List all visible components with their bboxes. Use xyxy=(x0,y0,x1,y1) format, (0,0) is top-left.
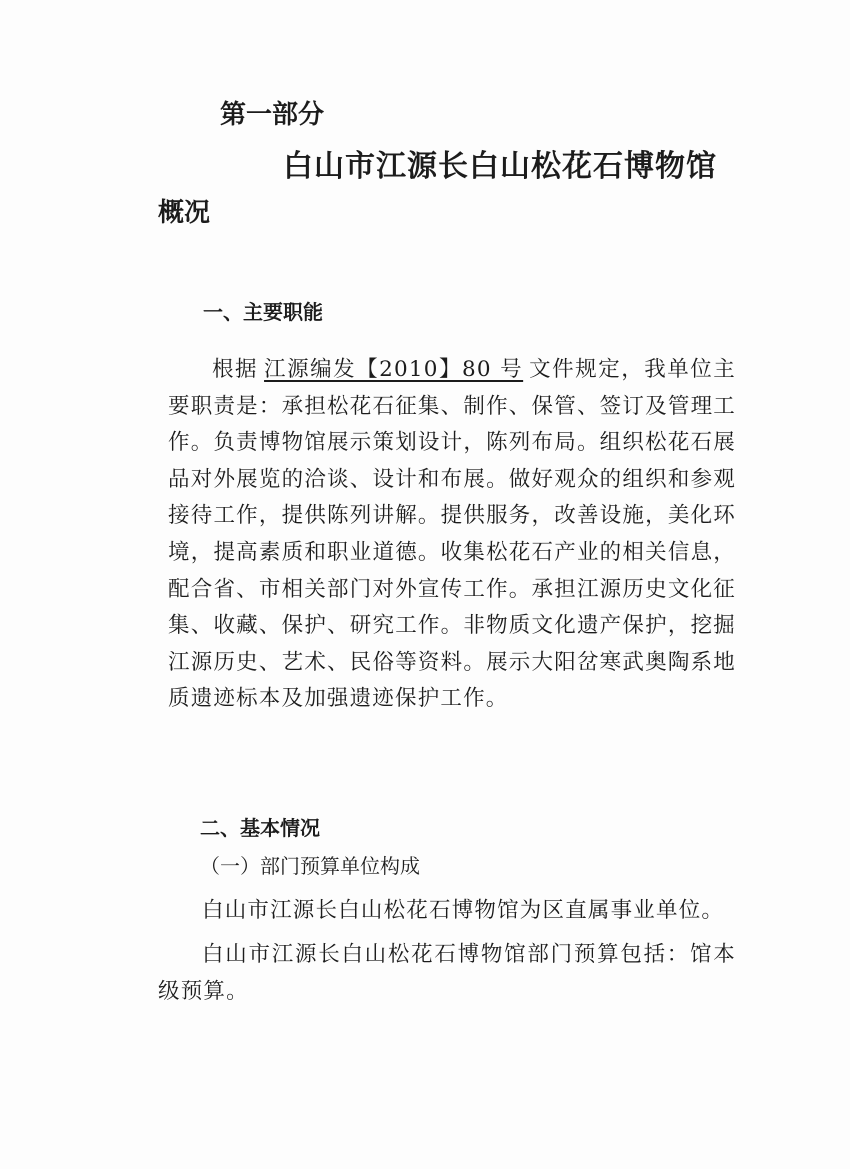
overview-heading: 概况 xyxy=(158,198,211,228)
subsection-heading: （一）部门预算单位构成 xyxy=(200,854,420,878)
part-heading: 第一部分 xyxy=(220,100,325,130)
document-reference: 江源编发【2010】80 号 xyxy=(264,357,524,382)
paragraph-lead: 根据 xyxy=(212,357,259,382)
section-heading-main-functions: 一、主要职能 xyxy=(203,300,323,324)
main-functions-paragraph xyxy=(168,352,736,718)
section-heading-basic-info: 二、基本情况 xyxy=(200,816,320,840)
document-title: 白山市江源长白山松花石博物馆 xyxy=(283,149,717,184)
basic-info-paragraph-2: 白山市江源长白山松花石博物馆部门预算包括：馆本级预算。 xyxy=(158,942,736,1004)
paragraph-body: 文件规定，我单位主要职责是：承担松花石征集、制作、保管、签订及管理工作。负责博物馆展示策划设计，陈列布局。组织松花石展品对外展览的洽谈、设计和布展。做好观众的组织和参观接待工作，提供陈列讲解。提供服务，改善设施，美化环境，提高素质和职业道德。收集松花石产业的相关信息，配合省、市相关部门对外宣传工作。承担江源历史文化征集、收藏、保护、研究工作。非物质文化遗产保护，挖掘江源历史、艺术、民俗等资料。展示大阳岔寒武奥陶系地质遗迹标本及加强遗迹保护工作。 xyxy=(168,357,736,712)
basic-info-paragraph-1: 白山市江源长白山松花石博物馆为区直属事业单位。 xyxy=(202,898,725,923)
